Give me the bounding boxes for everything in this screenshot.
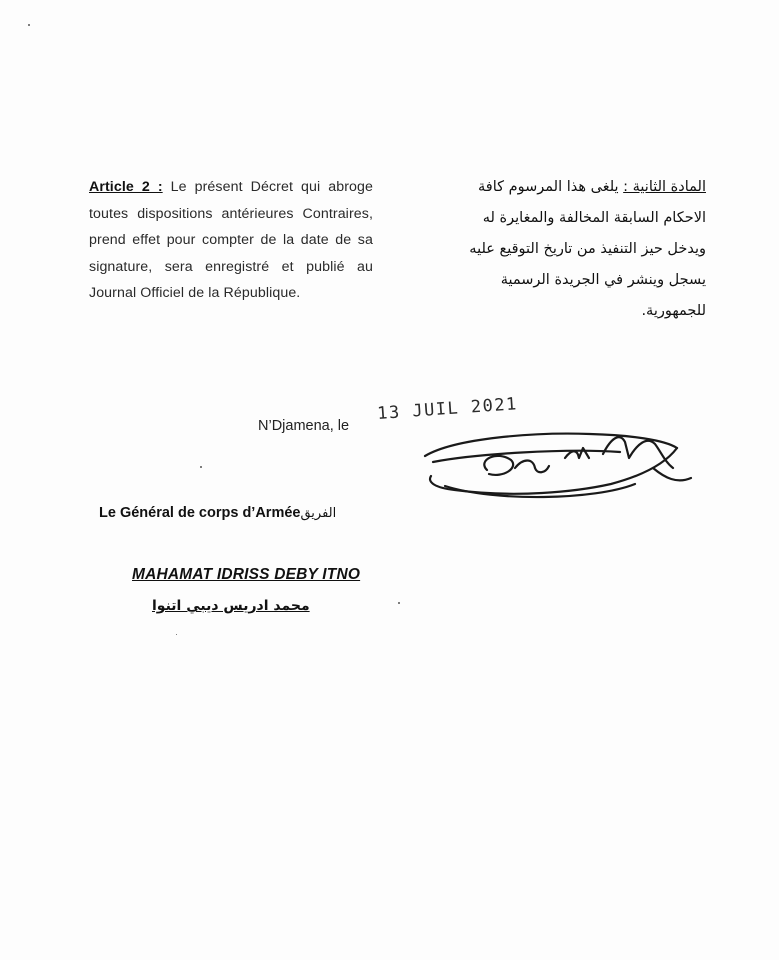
signatory-title [99,505,336,521]
article-ar-line-3: ويدخل حيز التنفيذ من تاريخ التوقيع عليه [469,241,706,257]
handwritten-signature [415,418,700,508]
scan-speck [28,24,30,26]
article-label-fr: Article 2 : [89,179,163,195]
scan-speck [176,634,177,635]
signatory-title-ar: الفريق [300,506,337,521]
article-2-arabic [418,172,706,327]
scan-speck [398,602,400,604]
article-ar-line-2: الاحكام السابقة المخالفة والمغايرة له [482,210,706,226]
article-label-ar: المادة الثانية : [623,179,706,195]
scan-speck [200,466,202,468]
signatory-name-fr: MAHAMAT IDRISS DEBY ITNO [132,566,361,583]
date-stamp: 13 JUIL 2021 [376,394,519,424]
article-2-french [89,174,373,307]
signatory-title-fr: Le Général de corps d’Armée [99,505,301,521]
article-ar-line-4: يسجل وينشر في الجريدة الرسمية [500,272,706,288]
signatory-name-ar: محمد ادريس ديبي اتنوا [152,598,310,614]
article-text-fr: Le présent Décret qui abroge toutes dispositions antérieures Contraires, prend effet pour compter de la date de sa signature, sera enregistré et publié au Journal Officiel de la République. [89,179,373,301]
article-ar-line-1 [418,172,706,203]
article-ar-line-1-text: يلغى هذا المرسوم كافة [478,179,624,195]
place-label: N’Djamena, le [258,418,350,434]
article-ar-line-5: للجمهورية. [641,303,706,319]
